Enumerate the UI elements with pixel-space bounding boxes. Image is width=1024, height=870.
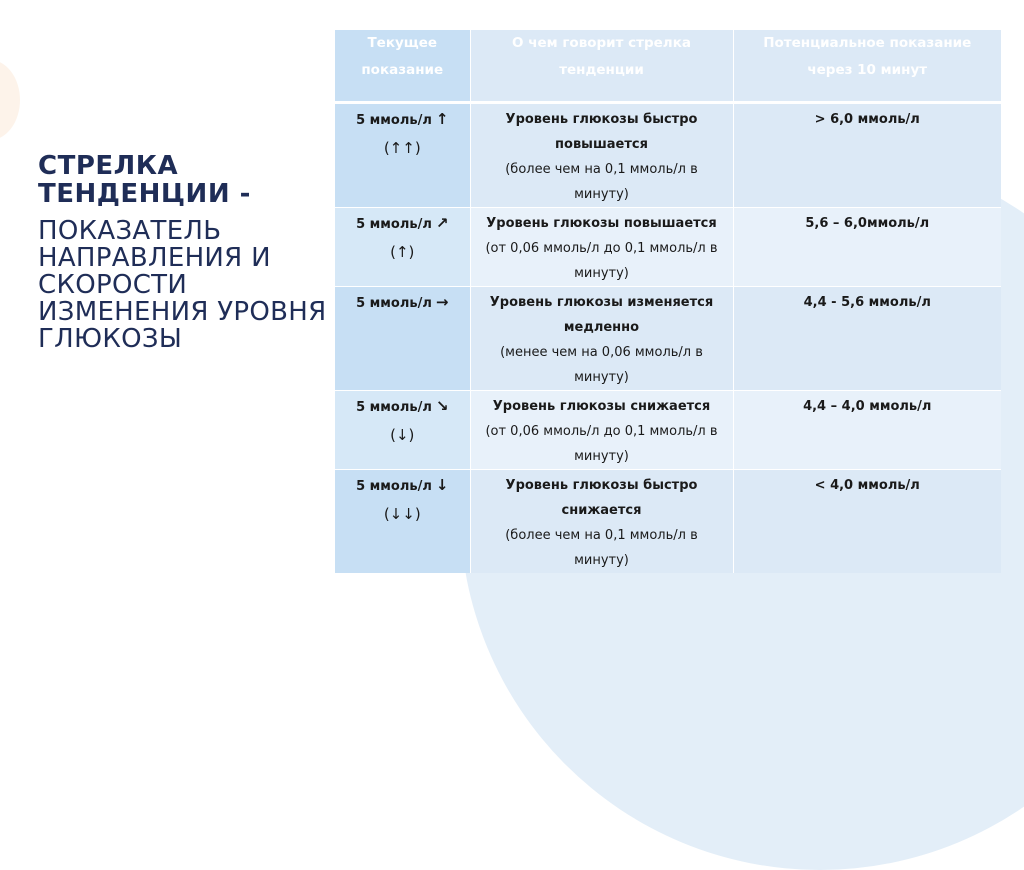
trend-symbol: (↓↓) xyxy=(383,504,421,523)
arrow-right-icon: → xyxy=(435,292,449,311)
current-cell xyxy=(335,207,470,286)
arrow-up-icon: ↑ xyxy=(435,109,449,128)
current-value: 5 ммоль/л ↑ xyxy=(356,109,449,128)
meaning-detail: (более чем на 0,1 ммоль/л в минуту) xyxy=(505,161,698,202)
header-label: Текущее показание xyxy=(361,35,444,78)
forecast-cell: < 4,0 ммоль/л xyxy=(733,469,1001,573)
trend-arrow-table xyxy=(335,30,1001,573)
meaning-detail: (более чем на 0,1 ммоль/л в минуту) xyxy=(505,527,698,568)
meaning-bold: Уровень глюкозы изменяется медленно xyxy=(489,294,714,335)
meaning-cell xyxy=(470,102,733,207)
trend-symbol: (↓) xyxy=(390,425,415,444)
trend-symbol: (↑) xyxy=(390,242,415,261)
table-row xyxy=(335,207,1001,286)
arrow-down-icon: ↓ xyxy=(435,475,449,494)
table-header-row xyxy=(335,30,1001,102)
current-value: 5 ммоль/л ↓ xyxy=(356,475,449,494)
current-cell xyxy=(335,102,470,207)
meaning-cell xyxy=(470,390,733,469)
meaning-detail: (менее чем на 0,06 ммоль/л в минуту) xyxy=(500,344,703,385)
current-cell xyxy=(335,286,470,390)
meaning-detail: (от 0,06 ммоль/л до 0,1 ммоль/л в минуту) xyxy=(485,423,718,464)
meaning-bold: Уровень глюкозы повышается xyxy=(486,215,717,231)
current-value: 5 ммоль/л → xyxy=(356,292,449,311)
meaning-cell xyxy=(470,469,733,573)
title-subheading: ПОКАЗАТЕЛЬ НАПРАВЛЕНИЯ И СКОРОСТИ ИЗМЕНЕНИЯ УРОВНЯ ГЛЮКОЗЫ xyxy=(38,216,327,354)
meaning-detail: (от 0,06 ммоль/л до 0,1 ммоль/л в минуту) xyxy=(485,240,718,281)
slide-title xyxy=(38,152,338,353)
current-cell xyxy=(335,390,470,469)
table-row xyxy=(335,286,1001,390)
meaning-cell xyxy=(470,286,733,390)
meaning-bold: Уровень глюкозы быстро снижается xyxy=(505,477,698,518)
current-value: 5 ммоль/л ↘ xyxy=(356,396,449,415)
meaning-bold: Уровень глюкозы быстро повышается xyxy=(505,111,698,152)
header-current-reading xyxy=(335,30,470,102)
table-row xyxy=(335,102,1001,207)
header-label: Потенциальное показание через 10 минут xyxy=(763,35,972,78)
meaning-bold: Уровень глюкозы снижается xyxy=(492,398,711,414)
current-value: 5 ммоль/л ↗ xyxy=(356,213,449,232)
trend-symbol: (↑↑) xyxy=(383,138,421,157)
forecast-cell: > 6,0 ммоль/л xyxy=(733,102,1001,207)
title-heading: СТРЕЛКА ТЕНДЕНЦИИ - xyxy=(38,151,251,209)
arrow-up-right-icon: ↗ xyxy=(435,213,449,232)
forecast-cell: 4,4 - 5,6 ммоль/л xyxy=(733,286,1001,390)
table-row xyxy=(335,469,1001,573)
background-decoration xyxy=(0,60,20,140)
table-row xyxy=(335,390,1001,469)
header-forecast xyxy=(733,30,1001,102)
forecast-cell: 5,6 – 6,0ммоль/л xyxy=(733,207,1001,286)
arrow-down-right-icon: ↘ xyxy=(435,396,449,415)
forecast-cell: 4,4 – 4,0 ммоль/л xyxy=(733,390,1001,469)
header-label: О чем говорит стрелка тенденции xyxy=(512,35,691,78)
meaning-cell xyxy=(470,207,733,286)
current-cell xyxy=(335,469,470,573)
header-arrow-meaning xyxy=(470,30,733,102)
